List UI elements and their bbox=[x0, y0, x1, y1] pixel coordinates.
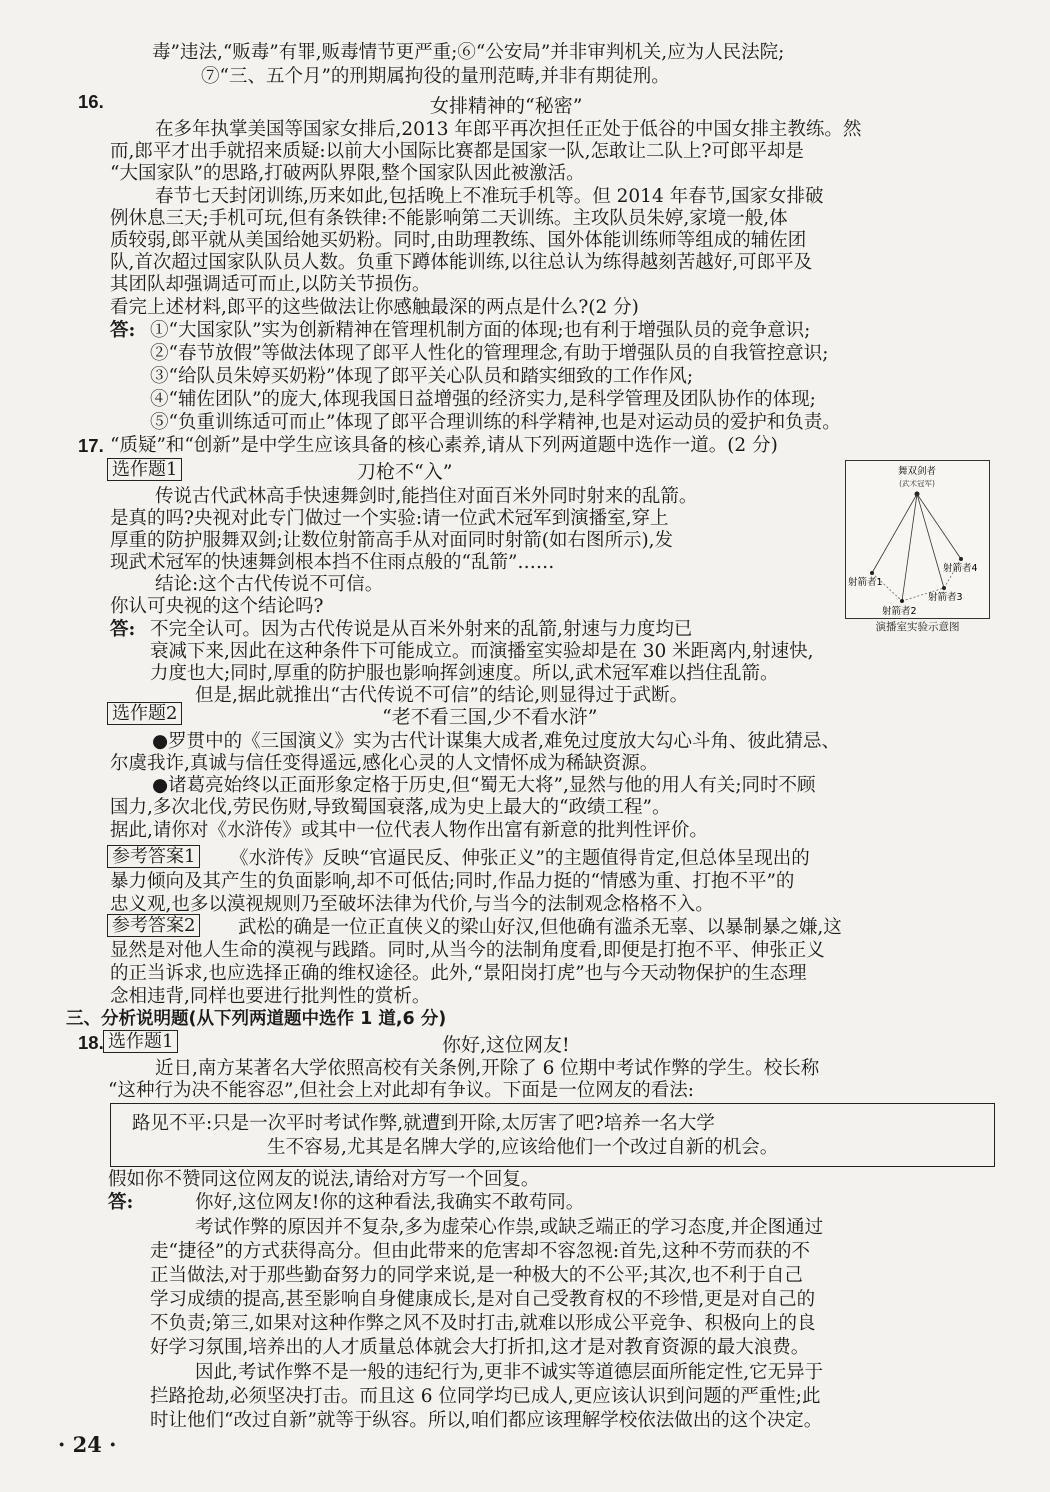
experiment-diagram bbox=[845, 460, 990, 619]
q17-answer-label: 答: bbox=[110, 619, 136, 640]
q17-option2-line: 尔虞我诈,真诚与信任变得遥远,感化心灵的人文情怀成为稀缺资源。 bbox=[110, 753, 659, 774]
q16-para-line: 而,郎平才出手就招来质疑:以前大小国际比赛都是国家一队,怎敢让二队上?可郎平却是 bbox=[110, 141, 804, 162]
continuation-line-2: ⑦“三、五个月”的刑期属拘役的量刑范畴,并非有期徒刑。 bbox=[201, 66, 670, 87]
swordsman-sublabel: (武术冠军) bbox=[899, 479, 935, 488]
q16-para-line: 在多年执掌美国等国家女排后,2013 年郎平再次担任正处于低谷的中国女排主教练。然 bbox=[155, 119, 862, 140]
archer-3-label: 射箭者3 bbox=[928, 592, 963, 603]
q16-para-line: 其团队却强调适可而止,以防关节损伤。 bbox=[110, 274, 431, 295]
netizen-opinion-line: 路见不平:只是一次平时考试作弊,就遭到开除,太厉害了吧?培养一名大学 bbox=[132, 1113, 715, 1134]
q18-answer-label: 答: bbox=[108, 1192, 134, 1213]
q17-option2-title: “老不看三国,少不看水浒” bbox=[382, 706, 598, 728]
reference-answer-2-line: 的正当诉求,也应选择正确的维权途径。此外,“景阳岗打虎”也与今天动物保护的生态理 bbox=[110, 963, 807, 984]
q16-para-line: “大国家队”的思路,打破两队界限,整个国家队因此被激活。 bbox=[110, 163, 585, 184]
q17-option1-answer-line: 衰减下来,因此在这种条件下可能成立。而演播室实验却是在 30 米距离内,射速快, bbox=[150, 641, 814, 662]
q17-option1-answer-line: 不完全认可。因为古代传说是从百米外射来的乱箭,射速与力度均已 bbox=[150, 619, 693, 640]
archer-dot bbox=[942, 586, 946, 590]
arrow-line bbox=[902, 494, 917, 601]
q17-option2-line: 国力,多次北伐,劳民伤财,导致蜀国衰落,成为史上最大的“政绩工程”。 bbox=[110, 797, 671, 818]
q17-option2-question: 据此,请你对《水浒传》或其中一位代表人物作出富有新意的批判性评价。 bbox=[110, 820, 708, 841]
q17-option1-line: 现武术冠军的快速舞剑根本挡不住雨点般的“乱箭”…… bbox=[110, 552, 555, 573]
swordsman-label: 舞双剑者 bbox=[897, 466, 937, 477]
q18-question: 假如你不赞同这位网友的说法,请给对方写一个回复。 bbox=[108, 1169, 540, 1190]
q18-answer-line: 走“捷径”的方式获得高分。但由此带来的危害却不容忽视:首先,这种不劳而获的不 bbox=[150, 1241, 811, 1262]
experiment-diagram-svg bbox=[846, 461, 989, 618]
archer-1-label: 射箭者1 bbox=[848, 577, 883, 588]
reference-answer-2-line: 念相违背,同样也要进行批判性的赏析。 bbox=[110, 986, 431, 1007]
q18-answer-line: 因此,考试作弊不是一般的违纪行为,更非不诚实等道德层面所能定性,它无异于 bbox=[195, 1362, 824, 1383]
q16-title: 女排精神的“秘密” bbox=[430, 95, 583, 117]
q17-option2-line: ●诸葛亮始终以正面形象定格于历史,但“蜀无大将”,显然与他的用人有关;同时不顾 bbox=[152, 775, 816, 796]
diagram-caption: 演播室实验示意图 bbox=[875, 621, 960, 633]
reference-answer-1-line: 《水浒传》反映“官逼民反、伸张正义”的主题值得肯定,但总体呈现出的 bbox=[230, 848, 810, 869]
q18-answer-line: 不负责;第三,如果对这种作弊之风不及时打击,就难以形成公平竞争、积极向上的良 bbox=[150, 1313, 816, 1334]
section-3-heading: 三、分析说明题(从下列两道题中选作 1 道,6 分) bbox=[66, 1009, 447, 1029]
q16-para-line: 队,首次超过国家队队员人数。负重下蹲体能训练,以往总认为练得越刻苦越好,可郎平及 bbox=[110, 252, 813, 273]
q17-option1-answer-line: 力度也大;同时,厚重的防护服也影响挥剑速度。所以,武术冠军难以挡住乱箭。 bbox=[150, 663, 779, 684]
archer-dot bbox=[870, 571, 874, 575]
reference-answer-1-line: 暴力倾向及其产生的负面影响,却不可低估;同时,作品力挺的“情感为重、打抱不平”的 bbox=[110, 871, 795, 892]
q18-title: 你好,这位网友! bbox=[442, 1034, 570, 1056]
q18-option1-label: 选作题1 bbox=[103, 1030, 178, 1053]
archer-2-label: 射箭者2 bbox=[882, 606, 917, 617]
continuation-line-1: 毒”违法,“贩毒”有罪,贩毒情节更严重;⑥“公安局”并非审判机关,应为人民法院; bbox=[152, 42, 785, 63]
reference-answer-2-label: 参考答案2 bbox=[107, 914, 200, 937]
q17-option2-label: 选作题2 bbox=[107, 702, 182, 725]
q18-answer-line: 你好,这位网友!你的这种看法,我确实不敢苟同。 bbox=[195, 1192, 585, 1213]
q18-text-line: 近日,南方某著名大学依照高校有关条例,开除了 6 位期中考试作弊的学生。校长称 bbox=[155, 1058, 820, 1079]
q16-answer-line: ②“春节放假”等做法体现了郎平人性化的管理理念,有助于增强队员的自我管控意识; bbox=[150, 343, 829, 364]
q18-text-line: “这种行为决不能容忍”,但社会上对此却有争议。下面是一位网友的看法: bbox=[108, 1080, 695, 1101]
netizen-opinion-line: 生不容易,尤其是名牌大学的,应该给他们一个改过自新的机会。 bbox=[267, 1137, 779, 1158]
q16-para-line: 春节七天封闭训练,历来如此,包括晚上不准玩手机等。但 2014 年春节,国家女排破 bbox=[155, 186, 824, 207]
q17-option1-line: 是真的吗?央视对此专门做过一个实验:请一位武术冠军到演播室,穿上 bbox=[110, 508, 669, 529]
arrow-line bbox=[917, 494, 961, 559]
q16-answer-line: ④“辅佐团队”的庞大,体现我国日益增强的经济实力,是科学管理及团队协作的体现; bbox=[150, 389, 816, 410]
arrow-line bbox=[872, 494, 917, 573]
archer-dot bbox=[900, 599, 904, 603]
q17-number: 17. bbox=[78, 435, 104, 456]
reference-answer-1-label: 参考答案1 bbox=[107, 845, 200, 868]
q16-answer-line: ⑤“负重训练适可而止”体现了郎平合理训练的科学精神,也是对运动员的爱护和负责。 bbox=[150, 412, 841, 433]
q17-option1-label: 选作题1 bbox=[107, 458, 182, 481]
q16-para-line: 例休息三天;手机可玩,但有条铁律:不能影响第二天训练。主攻队员朱婷,家境一般,体 bbox=[110, 208, 788, 229]
q17-option1-line: 传说古代武林高手快速舞剑时,能挡住对面百米外同时射来的乱箭。 bbox=[155, 486, 698, 507]
arrow-line bbox=[917, 494, 944, 588]
archer-dot bbox=[959, 557, 963, 561]
q17-option2-line: ●罗贯中的《三国演义》实为古代计谋集大成者,难免过度放大勾心斗角、彼此猜忌、 bbox=[152, 731, 841, 752]
reference-answer-2-line: 武松的确是一位正直侠义的梁山好汉,但他确有滥杀无辜、以暴制暴之嫌,这 bbox=[238, 917, 842, 938]
q16-answer-line: ①“大国家队”实为创新精神在管理机制方面的体现;也有利于增强队员的竞争意识; bbox=[150, 320, 811, 341]
reference-answer-2-line: 显然是对他人生命的漠视与践踏。同时,从当今的法制角度看,即便是打抱不平、伸张正义 bbox=[110, 940, 825, 961]
q17-option1-conclusion: 结论:这个古代传说不可信。 bbox=[155, 574, 384, 595]
q18-answer-line: 学习成绩的提高,甚至影响自身健康成长,是对自己受教育权的不珍惜,更是对自己的 bbox=[150, 1289, 816, 1310]
q16-number: 16. bbox=[78, 91, 104, 112]
q16-answer-line: ③“给队员朱婷买奶粉”体现了郎平关心队员和踏实细致的工作作风; bbox=[150, 366, 694, 387]
q17-option1-title: 刀枪不“入” bbox=[357, 461, 453, 483]
q17-intro: “质疑”和“创新”是中学生应该具备的核心素养,请从下列两道题中选作一道。(2 分) bbox=[110, 435, 778, 456]
q16-question: 看完上述材料,郎平的这些做法让你感触最深的两点是什么?(2 分) bbox=[110, 297, 639, 318]
reference-answer-1-line: 忠义观,也多以漠视规则乃至破坏法律为代价,与当今的法制观念格格不入。 bbox=[110, 894, 714, 915]
q18-answer-line: 好学习氛围,培养出的人才质量总体就会大打折扣,这才是对教育资源的最大浪费。 bbox=[150, 1337, 810, 1358]
q16-para-line: 质较弱,郎平就从美国给她买奶粉。同时,由助理教练、国外体能训练师等组成的辅佐团 bbox=[110, 230, 807, 251]
q17-option1-question: 你认可央视的这个结论吗? bbox=[110, 596, 324, 617]
q18-answer-line: 考试作弊的原因并不复杂,多为虚荣心作祟,或缺乏端正的学习态度,并企图通过 bbox=[195, 1217, 824, 1238]
q17-option1-line: 厚重的防护服舞双剑;让数位射箭高手从对面同时射箭(如右图所示),发 bbox=[110, 530, 674, 551]
q18-answer-line: 正当做法,对于那些勤奋努力的同学来说,是一种极大的不公平;其次,也不利于自己 bbox=[150, 1265, 803, 1286]
q16-answer-label: 答: bbox=[110, 320, 136, 341]
archer-4-label: 射箭者4 bbox=[943, 563, 978, 574]
q18-number: 18. bbox=[78, 1032, 104, 1053]
q17-option1-answer-line: 但是,据此就推出“古代传说不可信”的结论,则显得过于武断。 bbox=[195, 685, 689, 706]
q18-answer-line: 时让他们“改过自新”就等于纵容。所以,咱们都应该理解学校依法做出的这个决定。 bbox=[150, 1410, 823, 1431]
q18-answer-line: 拦路抢劫,必须坚决打击。而且这 6 位同学均已成人,更应该认识到问题的严重性;此 bbox=[150, 1386, 821, 1407]
page-number: · 24 · bbox=[58, 1432, 117, 1457]
